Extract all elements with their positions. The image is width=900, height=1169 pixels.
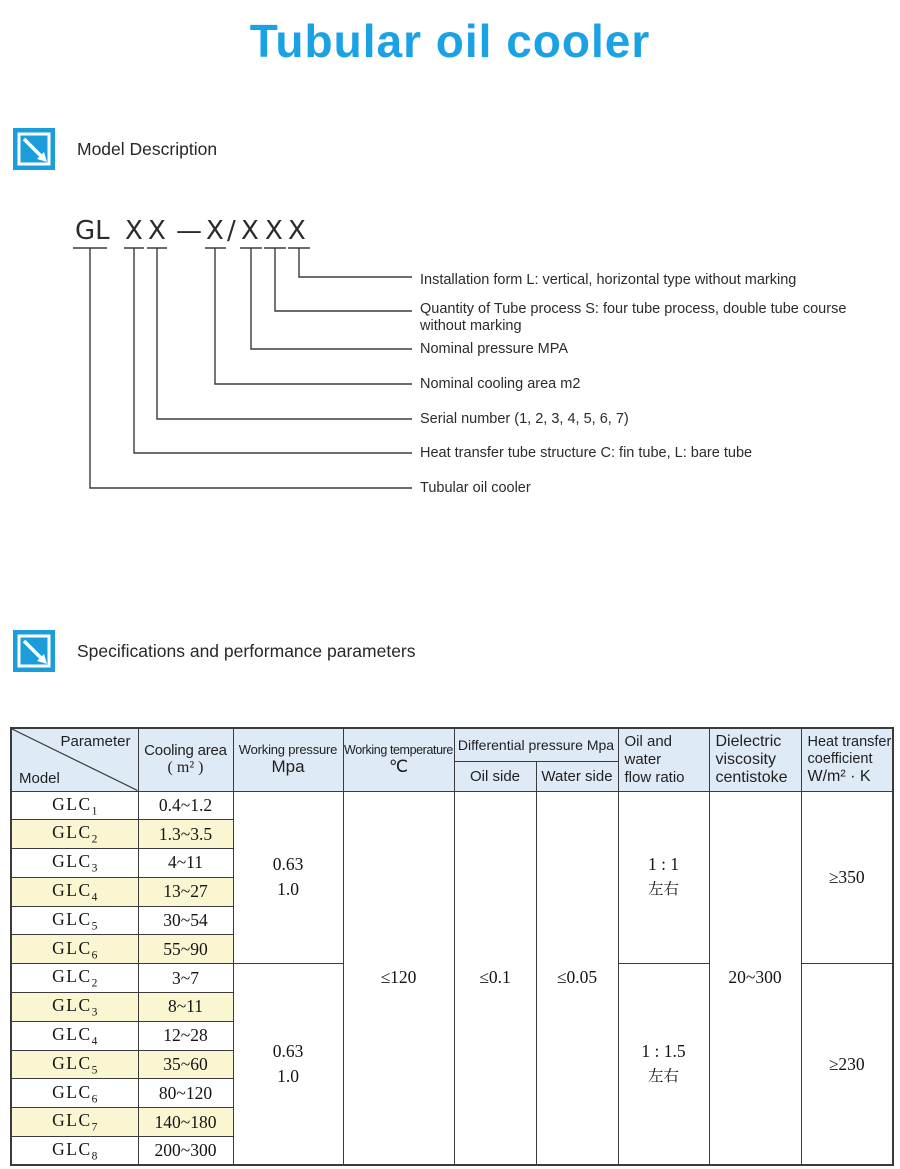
- section-model-description: [13, 128, 217, 170]
- model-code-part: X: [265, 216, 283, 246]
- model-cell: $GLC_3$: [11, 993, 138, 1022]
- model-code-part: X: [288, 216, 306, 246]
- cooling-area-cell: 4~11: [138, 849, 233, 878]
- cooling-area-cell: 0.4~1.2: [138, 791, 233, 820]
- section-title: Model Description: [77, 138, 218, 159]
- model-cell: $GLC_8$: [11, 1137, 138, 1166]
- cooling-area-cell: 1.3~3.5: [138, 820, 233, 849]
- callout-tube-process: Quantity of Tube process S: four tube process, double tube course without marking: [420, 301, 847, 334]
- cooling-area-cell: 12~28: [138, 1021, 233, 1050]
- spec-table: [10, 727, 894, 1166]
- page-title: Tubular oil cooler: [249, 15, 651, 67]
- model-cell: $GLC_4$: [11, 877, 138, 906]
- cooling-area-cell: 8~11: [138, 993, 233, 1022]
- callout-cooling-area: Nominal cooling area m2: [420, 376, 581, 392]
- section-title: Specifications and performance parameters: [77, 640, 416, 661]
- header-parameter-model: [11, 728, 138, 791]
- section-bullet-icon: [13, 128, 55, 170]
- header-parameter-label: Parameter: [60, 733, 131, 750]
- model-cell: $GLC_4$: [11, 1021, 138, 1050]
- header-working-pressure: Working pressure Mpa: [233, 728, 343, 791]
- section-specifications: [13, 630, 416, 672]
- cooling-area-cell: 30~54: [138, 906, 233, 935]
- oil-side-cell: ≤0.1: [454, 791, 536, 1165]
- model-cell: $GLC_1$: [11, 791, 138, 820]
- cooling-area-cell: 35~60: [138, 1050, 233, 1079]
- model-cell: $GLC_6$: [11, 935, 138, 964]
- cooling-area-cell: 13~27: [138, 877, 233, 906]
- model-cell: $GLC_5$: [11, 906, 138, 935]
- flow-ratio-cell: 1 : 1.5 左右: [618, 964, 709, 1166]
- model-code-part: —: [176, 216, 202, 246]
- spec-row: [11, 791, 893, 820]
- water-side-cell: ≤0.05: [536, 791, 618, 1165]
- header-water-side: Water side: [536, 761, 618, 791]
- model-code-part: X: [148, 216, 166, 246]
- model-cell: $GLC_7$: [11, 1108, 138, 1137]
- header-differential-pressure: Differential pressure Mpa: [454, 728, 618, 761]
- model-code-part: /: [227, 216, 236, 246]
- header-oil-side: Oil side: [454, 761, 536, 791]
- callout-serial-number: Serial number (1, 2, 3, 4, 5, 6, 7): [420, 411, 629, 427]
- model-code-part: GL: [75, 216, 110, 246]
- model-cell: $GLC_3$: [11, 849, 138, 878]
- callout-installation-form: Installation form L: vertical, horizontal type without marking: [420, 272, 797, 288]
- model-cell: $GLC_6$: [11, 1079, 138, 1108]
- model-cell: $GLC_2$: [11, 964, 138, 993]
- cooling-area-cell: 200~300: [138, 1137, 233, 1166]
- callout-tube-structure: Heat transfer tube structure C: fin tube, L: bare tube: [420, 445, 753, 461]
- header-dielectric-viscosity: Dielectric viscosity centistoke: [709, 728, 801, 791]
- heat-transfer-cell: ≥350: [801, 791, 893, 964]
- header-heat-transfer: Heat transfer coefficient W/m² · K: [801, 728, 893, 791]
- dielectric-cell: 20~300: [709, 791, 801, 1165]
- cooling-area-cell: 80~120: [138, 1079, 233, 1108]
- callout-tubular-oil-cooler: Tubular oil cooler: [420, 480, 531, 496]
- model-cell: $GLC_2$: [11, 820, 138, 849]
- header-model-label: Model: [19, 769, 60, 787]
- cooling-area-cell: 3~7: [138, 964, 233, 993]
- model-cell: $GLC_5$: [11, 1050, 138, 1079]
- flow-ratio-cell: 1 : 1 左右: [618, 791, 709, 964]
- working-pressure-cell: 0.63 1.0: [233, 964, 343, 1166]
- header-flow-ratio: Oil and water flow ratio: [618, 728, 709, 791]
- model-code-part: X: [125, 216, 143, 246]
- model-code-part: X: [241, 216, 259, 246]
- callout-nominal-pressure: Nominal pressure MPA: [420, 341, 569, 357]
- header-working-temperature: Working temperature ℃: [343, 728, 454, 791]
- cooling-area-cell: 140~180: [138, 1108, 233, 1137]
- working-temperature-cell: ≤120: [343, 791, 454, 1165]
- working-pressure-cell: 0.63 1.0: [233, 791, 343, 964]
- section-bullet-icon: [13, 630, 55, 672]
- heat-transfer-cell: ≥230: [801, 964, 893, 1166]
- model-code-part: X: [206, 216, 224, 246]
- header-cooling-area: Cooling area ( m² ): [138, 728, 233, 791]
- cooling-area-cell: 55~90: [138, 935, 233, 964]
